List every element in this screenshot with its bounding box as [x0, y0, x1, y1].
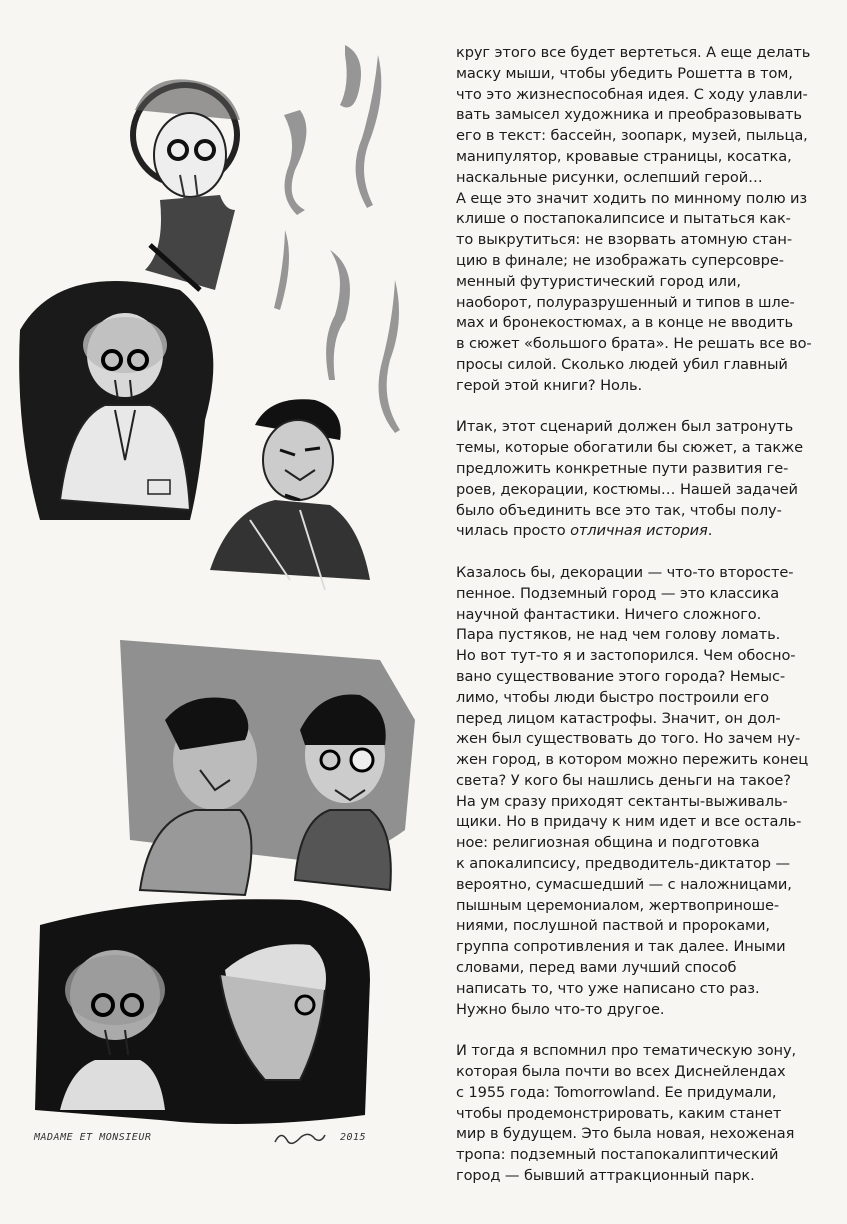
- text-line: А еще это значит ходить по минному полю из: [456, 189, 808, 207]
- sketch-man-beret: [210, 399, 370, 590]
- text-line: темы, которые обогатили бы сюжет, а также: [456, 439, 804, 457]
- text-line: манипулятор, кровавые страницы, косатка,: [456, 147, 792, 165]
- text-line: менный футуристический город или,: [456, 272, 741, 290]
- text-line: словами, перед вами лучший способ: [456, 959, 737, 977]
- sketch-old-woman-top: [133, 79, 240, 290]
- artist-signature: [275, 1134, 325, 1143]
- paragraph-4: [456, 1041, 828, 1187]
- text-line: Но вот тут-то я и застопорился. Чем обосно-: [456, 647, 796, 665]
- text-line: Нужно было что-то другое.: [456, 1000, 665, 1018]
- illustration-caption: MADAME ET MONSIEUR: [34, 1132, 152, 1143]
- text-line: пенное. Подземный город — это классика: [456, 584, 780, 602]
- text-line: наскальные рисунки, ослепший герой…: [456, 168, 763, 186]
- text-line: город — бывший аттракционный парк.: [456, 1167, 755, 1185]
- text-line: вероятно, сумасшедший — с наложницами,: [456, 875, 792, 893]
- text-line: что это жизнеспособная идея. С ходу улавли-: [456, 85, 808, 103]
- text-line: жен город, в котором можно пережить конец: [456, 751, 809, 769]
- text-line: вано существование этого города? Немыс-: [456, 667, 786, 685]
- text-line: ниями, послушной паствой и пророками,: [456, 917, 770, 935]
- text-line: к апокалипсису, предводитель-диктатор —: [456, 855, 790, 873]
- text-line: мах и бронекостюмах, а в конце не вводить: [456, 314, 794, 332]
- text-line: перед лицом катастрофы. Значит, он дол-: [456, 709, 781, 727]
- signature-year: 2015: [340, 1132, 367, 1143]
- text-line: Пара пустяков, не над чем голову ломать.: [456, 626, 781, 644]
- text-line: маску мыши, чтобы убедить Рошетта в том,: [456, 64, 793, 82]
- text-line: тропа: подземный постапокалиптический: [456, 1146, 779, 1164]
- text-line: ное: религиозная община и подготовка: [456, 834, 760, 852]
- sketch-couple-bottom: [35, 899, 370, 1124]
- text-line: просы силой. Сколько людей убил главный: [456, 355, 788, 373]
- text-line: было объединить все это так, чтобы полу-: [456, 501, 782, 519]
- text-line: предложить конкретные пути развития ге-: [456, 459, 789, 477]
- text-line: На ум сразу приходят сектанты-выживаль-: [456, 792, 788, 810]
- text-line: лимо, чтобы люди быстро построили его: [456, 688, 769, 706]
- paragraph-1: [456, 43, 828, 397]
- text-fragment: .: [707, 522, 713, 540]
- text-line: пышным церемониалом, жертвоприноше-: [456, 896, 780, 914]
- sketch-brush-strokes: [274, 45, 400, 433]
- paragraph-3: [456, 563, 828, 1021]
- text-line: наоборот, полуразрушенный и типов в шле-: [456, 293, 795, 311]
- text-line: жен был существовать до того. Но зачем ну-: [456, 730, 801, 748]
- text-line: с 1955 года: Tomorrowland. Ее придумали,: [456, 1083, 777, 1101]
- article-text: [456, 43, 828, 1208]
- sketch-two-men: [120, 640, 415, 895]
- text-line: его в текст: бассейн, зоопарк, музей, пыльца,: [456, 127, 808, 145]
- text-line: Казалось бы, декорации — что-то второсте-: [456, 563, 794, 581]
- text-line: научной фантастики. Ничего сложного.: [456, 605, 762, 623]
- sketch-woman-glasses-dark: [19, 281, 213, 520]
- paragraph-2: [456, 417, 828, 542]
- text-line: мир в будущем. Это была новая, нехоженая: [456, 1125, 795, 1143]
- text-line: то выкрутиться: не взорвать атомную стан-: [456, 231, 793, 249]
- text-line: вать замысел художника и преобразовывать: [456, 106, 802, 124]
- text-line: света? У кого бы нашлись деньги на такое?: [456, 771, 791, 789]
- text-line: в сюжет «большого брата». Не решать все во-: [456, 335, 812, 353]
- text-line: группа сопротивления и так далее. Иными: [456, 938, 786, 956]
- text-line: круг этого все будет вертеться. А еще делать: [456, 44, 811, 61]
- text-line: чтобы продемонстрировать, каким станет: [456, 1104, 782, 1122]
- text-fragment: чилась просто: [456, 522, 571, 540]
- text-line: щики. Но в придачу к ним идет и все осталь-: [456, 813, 802, 831]
- text-line-with-italic: [456, 521, 828, 542]
- text-line: которая была почти во всех Диснейлендах: [456, 1063, 786, 1081]
- text-line: Итак, этот сценарий должен был затронуть: [456, 418, 794, 436]
- text-line: герой этой книги? Ноль.: [456, 376, 643, 394]
- italic-phrase: отличная история: [570, 522, 708, 540]
- text-line: написать то, что уже написано сто раз.: [456, 979, 760, 997]
- text-line: роев, декорации, костюмы… Нашей задачей: [456, 480, 798, 498]
- text-line: цию в финале; не изображать суперсовре-: [456, 251, 784, 269]
- text-line: И тогда я вспомнил про тематическую зону,: [456, 1042, 797, 1060]
- text-line: клише о постапокалипсисе и пытаться как-: [456, 210, 791, 228]
